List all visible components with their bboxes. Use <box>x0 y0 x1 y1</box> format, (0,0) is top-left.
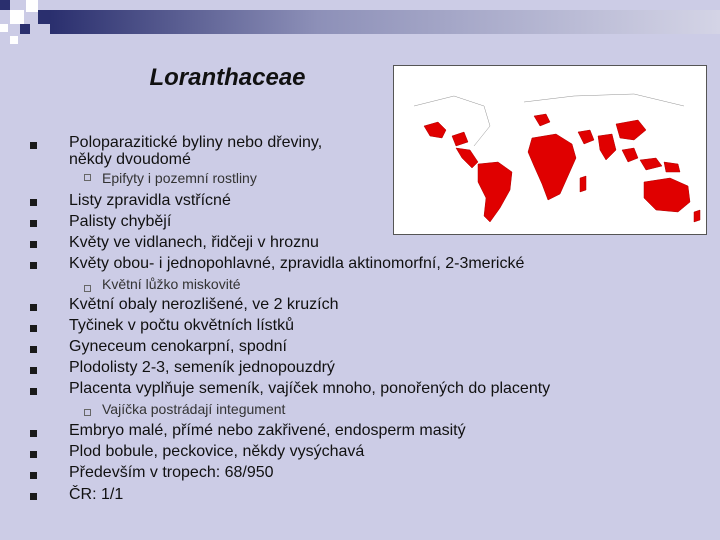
list-item-text: Plod bobule, peckovice, někdy vysýchavá <box>69 443 365 460</box>
list-item-text: Květní obaly nerozlišené, ve 2 kruzích <box>69 296 339 313</box>
list-item-text: Především v tropech: 68/950 <box>69 464 274 481</box>
list-item-text: ČR: 1/1 <box>69 486 124 503</box>
bullet-marker <box>30 472 37 479</box>
bullet-marker <box>30 304 37 311</box>
bullet-marker <box>30 262 37 269</box>
list-item-text: Gyneceum cenokarpní, spodní <box>69 338 287 355</box>
bullet-marker <box>30 241 37 248</box>
list-item-text: někdy dvoudomé <box>69 151 191 168</box>
list-item-text: Placenta vyplňuje semeník, vajíček mnoho, ponořených do placenty <box>69 380 551 397</box>
list-item-text: Embryo malé, přímé nebo zakřivené, endosperm masitý <box>69 422 466 439</box>
bullet-marker <box>30 451 37 458</box>
distribution-map <box>393 65 707 235</box>
decor-square <box>10 10 24 24</box>
bullet-marker <box>30 199 37 206</box>
list-item-text: Palisty chybějí <box>69 213 172 230</box>
decor-square <box>38 10 50 24</box>
world-map-image <box>394 66 706 234</box>
bullet-marker <box>30 388 37 395</box>
sub-list-item-text: Květní lůžko miskovité <box>102 276 241 292</box>
decor-square <box>0 24 8 32</box>
decor-square <box>20 24 30 34</box>
sub-list-item-text: Epifyty i pozemní rostliny <box>102 170 257 186</box>
slide-title: Loranthaceae <box>149 64 306 91</box>
bullet-marker <box>30 325 37 332</box>
sub-list-item-text: Vajíčka postrádají integument <box>102 401 286 417</box>
sub-bullet-marker <box>84 174 91 181</box>
decor-square <box>10 36 18 44</box>
decor-square <box>0 0 10 10</box>
bullet-marker <box>30 367 37 374</box>
bullet-marker <box>30 430 37 437</box>
bullet-marker <box>30 220 37 227</box>
decor-square <box>26 0 38 12</box>
bullet-marker <box>30 142 37 149</box>
header-gradient-bar <box>50 10 720 34</box>
list-item-text: Poloparazitické byliny nebo dřeviny, <box>69 134 323 151</box>
list-item-text: Květy ve vidlanech, řidčeji v hroznu <box>69 234 319 251</box>
bullet-marker <box>30 346 37 353</box>
list-item-text: Plodolisty 2-3, semeník jednopouzdrý <box>69 359 335 376</box>
list-item-text: Listy zpravidla vstřícné <box>69 192 231 209</box>
list-item-text: Tyčinek v počtu okvětních lístků <box>69 317 294 334</box>
sub-bullet-marker <box>84 285 91 292</box>
sub-bullet-marker <box>84 409 91 416</box>
list-item-text: Květy obou- i jednopohlavné, zpravidla aktinomorfní, 2-3merické <box>69 255 525 272</box>
bullet-marker <box>30 493 37 500</box>
